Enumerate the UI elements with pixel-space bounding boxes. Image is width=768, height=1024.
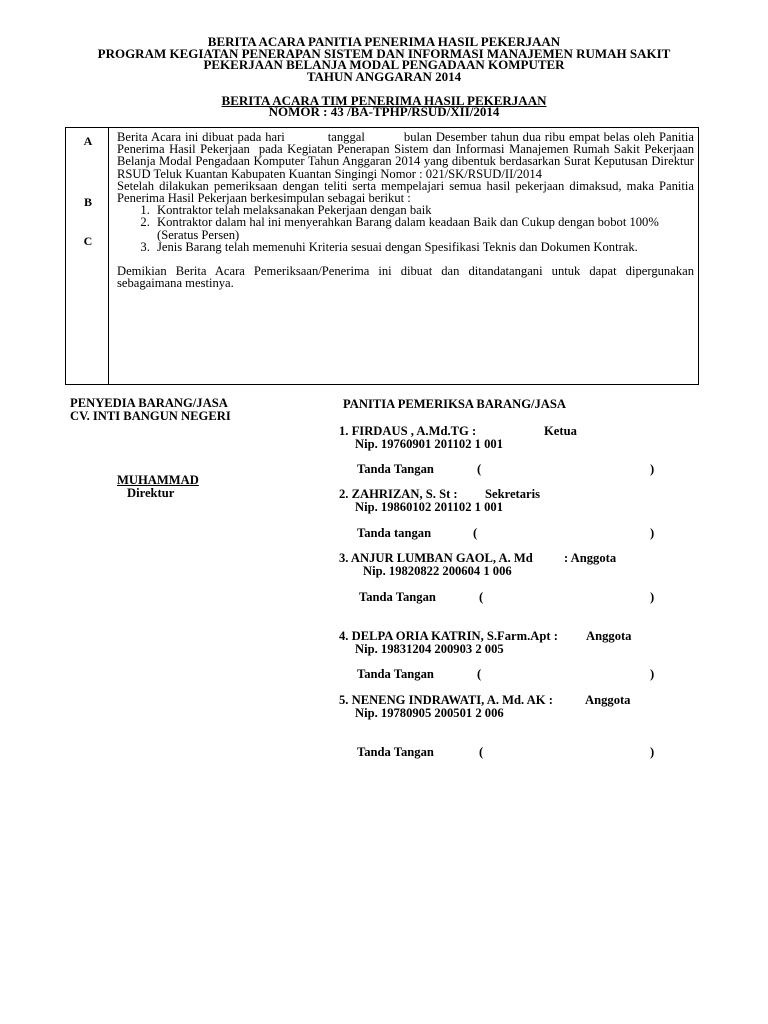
closing-paragraph: Demikian Berita Acara Pemeriksaan/Penerima ini dibuat dan ditandatangani untuk dapat dipergunakan sebagaimana mestinya. [117, 264, 694, 291]
letter-c: C [83, 234, 93, 248]
member-3-sign-label: Tanda Tangan [359, 590, 436, 604]
member-5 [339, 693, 631, 720]
member-1 [339, 424, 577, 451]
member-2-open-paren: ( [473, 526, 478, 540]
paragraph-a: Berita Acara ini dibuat pada hari tanggal bulan Desember tahun dua ribu empat belas oleh Panitia Penerima Hasil Pekerjaan pada Kegiatan Penerapan Sistem dan Informasi Manajemen Rumah Sakit Pekerjaan Belanja Modal Pengadaan Komputer Tahun Anggaran 2014 yang dibentuk berdasarkan Surat Keputusan Direktur RSUD Teluk Kuantan Kabupaten Kuantan Singingi Nomor : 021/SK/RSUD/II/2014 [117, 130, 698, 181]
member-3-close-paren: ) [650, 590, 655, 604]
header-line-1: BERITA ACARA PANITIA PENERIMA HASIL PEKERJAAN [207, 34, 561, 49]
member-1-nip: Nip. 19760901 201102 1 001 [355, 436, 503, 451]
member-5-sign-label: Tanda Tangan [357, 745, 434, 759]
member-5-close-paren: ) [650, 745, 655, 759]
member-4-open-paren: ( [477, 667, 482, 681]
member-4-close-paren: ) [650, 667, 655, 681]
box-content [117, 130, 698, 291]
member-5-open-paren: ( [479, 745, 484, 759]
member-3-name: 3. ANJUR LUMBAN GAOL, A. Md [339, 551, 533, 565]
conclusion-item-3: 3. Jenis Barang telah memenuhi Kriteria sesuai dengan Spesifikasi Teknis dan Dokumen Kontrak. [153, 241, 694, 253]
minutes-box [65, 127, 699, 385]
member-1-role: Ketua [544, 424, 577, 438]
conclusion-item-1: 1. Kontraktor telah melaksanakan Pekerjaan dengan baik [153, 204, 694, 216]
member-3-open-paren: ( [479, 590, 484, 604]
member-4-nip: Nip. 19831204 200903 2 005 [355, 641, 504, 656]
member-4 [339, 629, 632, 656]
document-number: NOMOR : 43 /BA-TPHP/RSUD/XII/2014 [268, 104, 500, 119]
member-1-close-paren: ) [650, 462, 655, 476]
member-5-role: Anggota [585, 693, 631, 707]
member-3-nip: Nip. 19820822 200604 1 006 [363, 563, 512, 578]
provider-company: CV. INTI BANGUN NEGERI [70, 408, 231, 423]
provider-signer [117, 474, 199, 499]
letter-a: A [83, 134, 93, 148]
panitia-title: PANITIA PEMERIKSA BARANG/JASA [343, 397, 566, 411]
member-4-role: Anggota [586, 629, 632, 643]
member-2-close-paren: ) [650, 526, 655, 540]
conclusion-item-2: 2. Kontraktor dalam hal ini menyerahkan Barang dalam keadaan Baik dan Cukup dengan bobot 100% (Seratus Persen) [153, 216, 694, 240]
member-2-nip: Nip. 19860102 201102 1 001 [355, 499, 503, 514]
member-3 [339, 551, 617, 578]
member-4-sign-label: Tanda Tangan [357, 667, 434, 681]
letter-b: B [83, 195, 92, 209]
box-divider [108, 128, 109, 384]
member-1-name: 1. FIRDAUS , A.Md.TG : [339, 424, 477, 438]
document-header [0, 36, 768, 82]
provider-block [70, 397, 231, 422]
member-2-name: 2. ZAHRIZAN, S. St : [339, 487, 458, 501]
document-subheader [0, 95, 768, 117]
member-1-open-paren: ( [477, 462, 482, 476]
member-1-sign-label: Tanda Tangan [357, 462, 434, 476]
paragraph-b: Setelah dilakukan pemeriksaan dengan teliti serta mempelajari semua hasil pekerjaan dimaksud, maka Panitia Penerima Hasil Pekerjaan berkesimpulan sebagai berikut : [117, 178, 694, 206]
header-line-4: TAHUN ANGGARAN 2014 [306, 68, 462, 84]
header-line-3: PEKERJAAN BELANJA MODAL PENGADAAN KOMPUTER [203, 57, 565, 72]
member-2-role: Sekretaris [485, 487, 541, 501]
member-2 [339, 487, 541, 514]
signer-name: MUHAMMAD [117, 473, 199, 487]
member-4-name: 4. DELPA ORIA KATRIN, S.Farm.Apt : [339, 629, 558, 643]
member-5-nip: Nip. 19780905 200501 2 006 [355, 705, 504, 720]
member-3-role: : Anggota [564, 551, 617, 565]
member-5-name: 5. NENENG INDRAWATI, A. Md. AK : [339, 693, 553, 707]
signer-title: Direktur [127, 485, 175, 500]
provider-label: PENYEDIA BARANG/JASA [70, 396, 228, 410]
subheader-title: BERITA ACARA TIM PENERIMA HASIL PEKERJAAN [221, 93, 547, 108]
conclusion-list [117, 204, 694, 253]
header-line-2: PROGRAM KEGIATAN PENERAPAN SISTEM DAN INFORMASI MANAJEMEN RUMAH SAKIT [97, 45, 671, 61]
member-2-sign-label: Tanda tangan [357, 526, 432, 540]
